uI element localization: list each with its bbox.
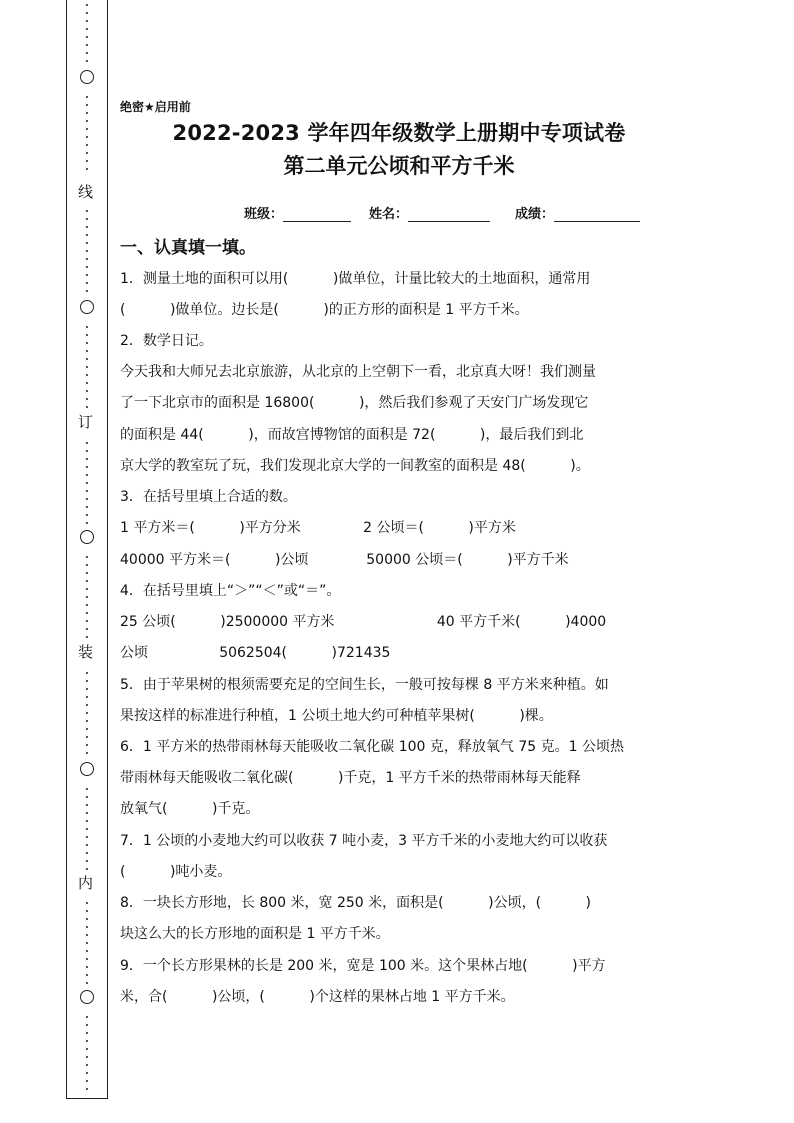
dotted-line	[85, 210, 89, 298]
dotted-line	[85, 672, 89, 760]
class-field	[244, 203, 351, 222]
dotted-line	[85, 442, 89, 530]
score-field	[515, 203, 640, 222]
binding-char-zhuang: 装	[78, 643, 94, 661]
name-blank[interactable]	[408, 209, 490, 222]
circle-mark	[80, 300, 94, 314]
question-line: 2．数学日记。	[120, 333, 213, 349]
score-label: 成绩：	[515, 207, 555, 222]
circle-mark	[80, 762, 94, 776]
question-line: 公顷 5062504( )721435	[120, 645, 391, 661]
question-line: 5．由于苹果树的根须需要充足的空间生长，一般可按每棵 8 平方米来种植。如	[120, 677, 609, 693]
exam-title: 2022-2023 学年四年级数学上册期中专项试卷	[172, 121, 626, 145]
name-label: 姓名：	[369, 207, 409, 222]
confidential-label: 绝密★启用前	[120, 100, 191, 114]
question-line: 果按这样的标准进行种植，1 公顷土地大约可种植苹果树( )棵。	[120, 708, 553, 724]
question-line: 4．在括号里填上“＞”“＜”或“＝”。	[120, 583, 341, 599]
question-line: 米，合( )公顷，( )个这样的果林占地 1 平方千米。	[120, 989, 515, 1005]
binding-char-nei: 内	[78, 874, 94, 892]
question-line: 7．1 公顷的小麦地大约可以收获 7 吨小麦，3 平方千米的小麦地大约可以收获	[120, 833, 608, 849]
circle-mark	[80, 70, 94, 84]
binding-char-line: 线	[78, 183, 94, 201]
question-line: 今天我和大师兄去北京旅游，从北京的上空朝下一看，北京真大呀！我们测量	[120, 364, 596, 380]
binding-margin	[66, 0, 108, 1099]
question-line: 8．一块长方形地，长 800 米，宽 250 米，面积是( )公顷，( )	[120, 895, 592, 911]
class-label: 班级：	[244, 207, 284, 222]
dotted-line	[85, 326, 89, 414]
dotted-line	[85, 788, 89, 876]
unit-title: 第二单元公顷和平方千米	[283, 154, 515, 178]
question-line: 了一下北京市的面积是 16800( )，然后我们参观了天安门广场发现它	[120, 395, 589, 411]
score-blank[interactable]	[554, 209, 640, 222]
circle-mark	[80, 530, 94, 544]
dotted-line	[85, 4, 89, 68]
question-line: 1 平方米＝( )平方分米 2 公顷＝( )平方米	[120, 520, 516, 536]
question-line: 带雨林每天能吸收二氧化碳( )千克，1 平方千米的热带雨林每天能释	[120, 770, 581, 786]
dotted-line	[85, 902, 89, 990]
class-blank[interactable]	[283, 209, 351, 222]
question-line: 25 公顷( )2500000 平方米 40 平方千米( )4000	[120, 614, 607, 630]
dotted-line	[85, 556, 89, 644]
circle-mark	[80, 990, 94, 1004]
section-heading: 一、认真填一填。	[120, 238, 256, 258]
question-line: 3．在括号里填上合适的数。	[120, 489, 297, 505]
question-line: 6．1 平方米的热带雨林每天能吸收二氧化碳 100 克，释放氧气 75 克。1 公顷热	[120, 739, 624, 755]
question-line: ( )做单位。边长是( )的正方形的面积是 1 平方千米。	[120, 302, 529, 318]
question-line: ( )吨小麦。	[120, 864, 232, 880]
name-field	[369, 203, 490, 222]
question-line: 1．测量土地的面积可以用( )做单位，计量比较大的土地面积，通常用	[120, 271, 591, 287]
question-line: 块这么大的长方形地的面积是 1 平方千米。	[120, 926, 390, 942]
question-line: 放氧气( )千克。	[120, 801, 260, 817]
dotted-line	[85, 1016, 89, 1096]
dotted-line	[85, 96, 89, 176]
question-line: 京大学的教室玩了玩，我们发现北京大学的一间教室的面积是 48( )。	[120, 458, 590, 474]
question-line: 的面积是 44( )，而故宫博物馆的面积是 72( )，最后我们到北	[120, 427, 584, 443]
question-line: 40000 平方米＝( )公顷 50000 公顷＝( )平方千米	[120, 552, 569, 568]
question-line: 9．一个长方形果林的长是 200 米，宽是 100 米。这个果林占地( )平方	[120, 958, 606, 974]
binding-char-ding: 订	[78, 413, 94, 431]
